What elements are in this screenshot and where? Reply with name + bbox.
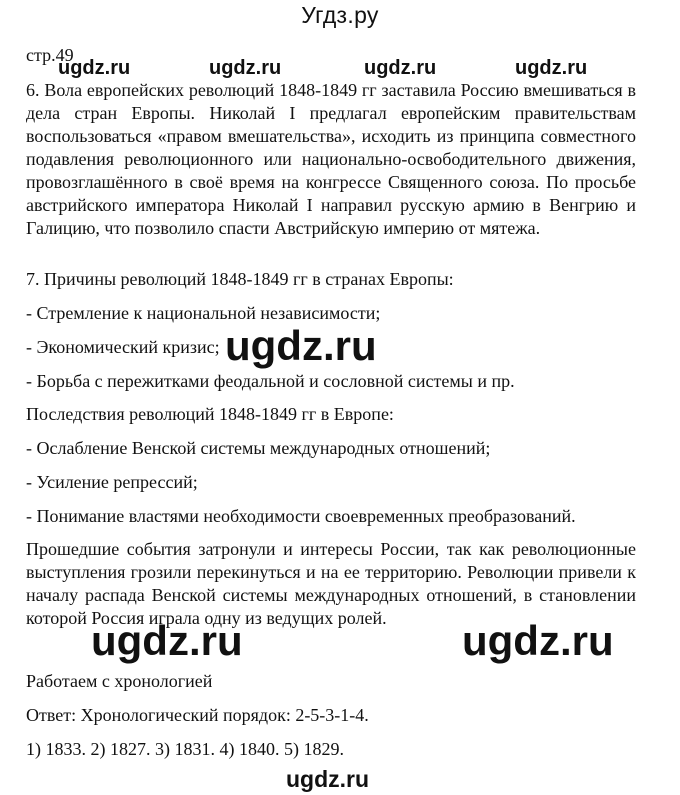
answer-6-paragraph: 6. Вола европейских революций 1848-1849 гг заставила Россию вмешиваться в дела стран Европы. Николай I предлагал европейским правительствам воспользоваться «правом вмешательства», исходить из принципа совместного подавления революционного или национально-освободительного движения, провозглашённого в своё время на конгрессе Священного союза. По просьбе австрийского императора Николай I направил русскую армию в Венгрию и Галицию, что позволило спасти Австрийскую империю от мятежа. (26, 80, 636, 238)
consequences-heading: Последствия революций 1848-1849 гг в Европе: (26, 404, 394, 424)
watermark: ugdz.ru (91, 617, 243, 664)
watermark: ugdz.ru (209, 57, 282, 79)
watermark: ugdz.ru (58, 57, 131, 79)
watermark: ugdz.ru (462, 617, 614, 664)
consequence-item: - Ослабление Венской системы международных отношений; (26, 438, 491, 458)
watermark: ugdz.ru (225, 322, 377, 369)
cause-item: - Стремление к национальной независимости; (26, 303, 381, 323)
watermark: ugdz.ru (286, 766, 370, 792)
consequence-item: - Понимание властями необходимости своевременных преобразований. (26, 506, 576, 526)
chronology-answer: Ответ: Хронологический порядок: 2-5-3-1-4. (26, 705, 369, 725)
cause-item: - Борьба с пережитками феодальной и сословной системы и пр. (26, 371, 515, 391)
watermark: ugdz.ru (515, 57, 588, 79)
consequence-item: - Усиление репрессий; (26, 472, 198, 492)
cause-item: - Экономический кризис; (26, 337, 220, 357)
site-title: Угдз.ру (301, 2, 379, 28)
chronology-dates: 1) 1833. 2) 1827. 3) 1831. 4) 1840. 5) 1829. (26, 739, 344, 759)
page-reference: стр.49 (26, 45, 74, 65)
chronology-heading: Работаем с хронологией (26, 671, 213, 691)
causes-heading: 7. Причины революций 1848-1849 гг в странах Европы: (26, 269, 454, 289)
russia-paragraph: Прошедшие события затронули и интересы России, так как революционные выступления грозили перекинуться и на ее территорию. Революции привели к началу распада Венской системы международных отношений, в становлении которой Россия играла одну из ведущих ролей. (26, 539, 636, 628)
watermark: ugdz.ru (364, 57, 437, 79)
